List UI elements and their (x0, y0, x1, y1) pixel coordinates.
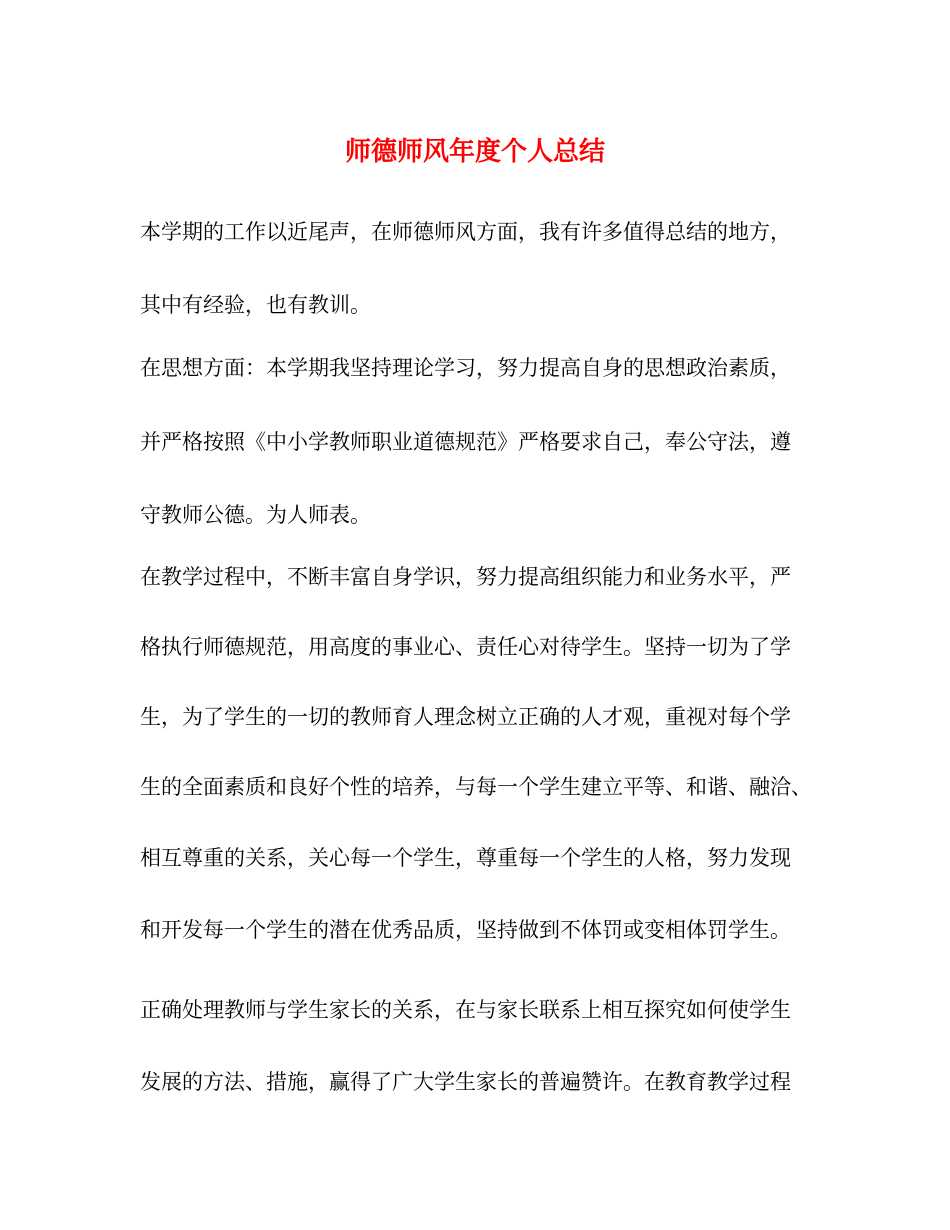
text-line: 发展的方法、措施，赢得了广大学生家长的普遍赞许。在教育教学过程 (140, 1070, 791, 1094)
text-line: 并严格按照《中小学教师职业道德规范》严格要求自己，奉公守法，遵 (140, 430, 791, 454)
text-line: 正确处理教师与学生家长的关系，在与家长联系上相互探究如何使学生 (140, 998, 791, 1022)
text-line: 生，为了学生的一切的教师育人理念树立正确的人才观，重视对每个学 (140, 705, 791, 729)
text-line: 格执行师德规范，用高度的事业心、责任心对待学生。坚持一切为了学 (140, 635, 791, 659)
document-title: 师德师风年度个人总结 (344, 137, 605, 167)
text-line: 守教师公德。为人师表。 (140, 503, 371, 527)
text-line: 相互尊重的关系，关心每一个学生，尊重每一个学生的人格，努力发现 (140, 846, 791, 870)
text-line: 本学期的工作以近尾声，在师德师风方面，我有许多值得总结的地方， (140, 220, 791, 244)
text-line: 在教学过程中，不断丰富自身学识，努力提高组织能力和业务水平，严 (140, 565, 791, 589)
text-line: 在思想方面：本学期我坚持理论学习，努力提高自身的思想政治素质， (140, 356, 791, 380)
text-line: 和开发每一个学生的潜在优秀品质，坚持做到不体罚或变相体罚学生。 (140, 918, 791, 942)
text-line: 生的全面素质和良好个性的培养，与每一个学生建立平等、和谐、融洽、 (140, 775, 812, 799)
text-line: 其中有经验，也有教训。 (140, 293, 371, 317)
